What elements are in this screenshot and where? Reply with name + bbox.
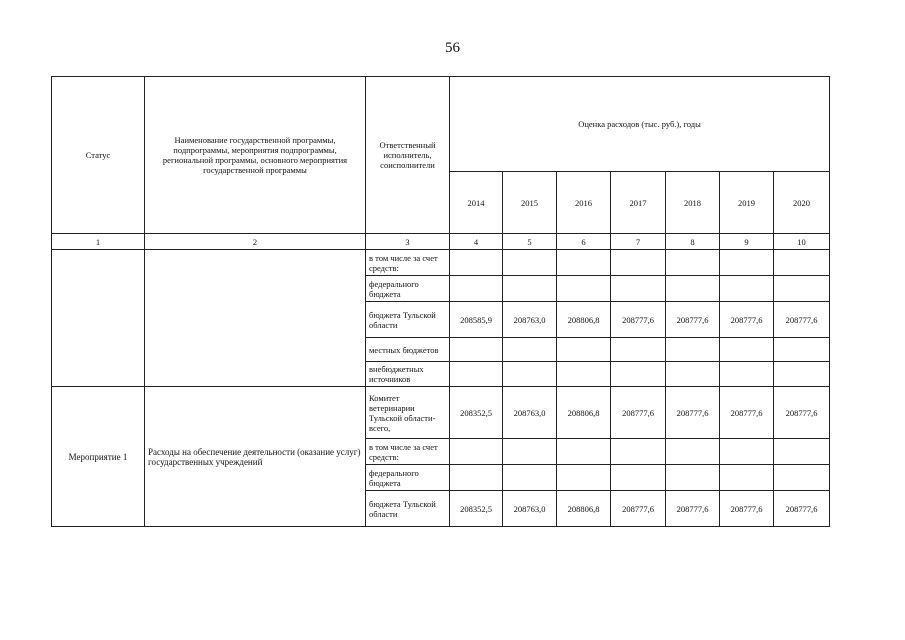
value-cell: 208763,0 (503, 387, 557, 439)
value-cell: 208777,6 (666, 302, 720, 338)
value-cell (666, 439, 720, 465)
header-row (52, 77, 830, 172)
value-cell: 208777,6 (720, 491, 774, 527)
value-cell: 208763,0 (503, 491, 557, 527)
value-cell (503, 362, 557, 387)
source-label: бюджета Тульской области (366, 302, 450, 338)
value-cell (611, 338, 666, 362)
index-cell: 5 (503, 234, 557, 250)
year-2015: 2015 (503, 172, 557, 234)
table-row (52, 387, 830, 439)
value-cell: 208806,8 (557, 491, 611, 527)
value-cell (611, 362, 666, 387)
source-label: бюджета Тульской области (366, 491, 450, 527)
header-estimate: Оценка расходов (тыс. руб.), годы (450, 77, 830, 172)
value-cell: 208777,6 (666, 387, 720, 439)
source-label: федерального бюджета (366, 276, 450, 302)
value-cell: 208777,6 (611, 491, 666, 527)
source-label: внебюджетных источников (366, 362, 450, 387)
value-cell (557, 439, 611, 465)
column-index-row (52, 234, 830, 250)
year-2019: 2019 (720, 172, 774, 234)
page-number: 56 (445, 40, 460, 56)
value-cell (720, 250, 774, 276)
value-cell (557, 276, 611, 302)
value-cell (503, 465, 557, 491)
index-cell: 9 (720, 234, 774, 250)
year-2017: 2017 (611, 172, 666, 234)
value-cell (557, 362, 611, 387)
index-cell: 8 (666, 234, 720, 250)
value-cell (503, 439, 557, 465)
value-cell: 208352,5 (450, 491, 503, 527)
source-label: в том числе за счет средств: (366, 250, 450, 276)
value-cell: 208777,6 (720, 302, 774, 338)
value-cell: 208777,6 (774, 387, 830, 439)
year-2014: 2014 (450, 172, 503, 234)
value-cell: 208777,6 (611, 302, 666, 338)
value-cell (450, 439, 503, 465)
header-name: Наименование государственной программы, подпрограммы, мероприятия подпрограммы, региональной программы, основного мероприятия государственной программы (145, 77, 366, 234)
value-cell (611, 439, 666, 465)
value-cell (611, 276, 666, 302)
value-cell (611, 465, 666, 491)
status-cell-empty (52, 250, 145, 387)
year-2018: 2018 (666, 172, 720, 234)
source-label: Комитет ветеринарии Тульской области- всего, (366, 387, 450, 439)
year-2016: 2016 (557, 172, 611, 234)
value-cell (666, 362, 720, 387)
value-cell (666, 250, 720, 276)
value-cell (666, 276, 720, 302)
index-cell: 4 (450, 234, 503, 250)
value-cell (774, 439, 830, 465)
header-executor: Ответственный исполнитель, соисполнители (366, 77, 450, 234)
index-cell: 7 (611, 234, 666, 250)
value-cell (503, 276, 557, 302)
expenditure-table (51, 76, 830, 527)
year-2020: 2020 (774, 172, 830, 234)
value-cell (720, 465, 774, 491)
value-cell (720, 276, 774, 302)
value-cell (720, 439, 774, 465)
value-cell (774, 276, 830, 302)
value-cell (450, 338, 503, 362)
activity-name-cell: Расходы на обеспечение деятельности (оказание услуг) государственных учреждений (145, 387, 366, 527)
value-cell: 208806,8 (557, 387, 611, 439)
value-cell: 208585,9 (450, 302, 503, 338)
value-cell (666, 338, 720, 362)
value-cell: 208777,6 (666, 491, 720, 527)
index-cell: 10 (774, 234, 830, 250)
value-cell (557, 465, 611, 491)
value-cell (774, 362, 830, 387)
value-cell (666, 465, 720, 491)
value-cell (774, 465, 830, 491)
table-row (52, 250, 830, 276)
value-cell (450, 362, 503, 387)
value-cell (557, 338, 611, 362)
source-label: местных бюджетов (366, 338, 450, 362)
value-cell: 208777,6 (774, 302, 830, 338)
value-cell (450, 250, 503, 276)
header-status: Статус (52, 77, 145, 234)
value-cell (720, 362, 774, 387)
value-cell: 208777,6 (611, 387, 666, 439)
value-cell (450, 465, 503, 491)
value-cell (720, 338, 774, 362)
index-cell: 2 (145, 234, 366, 250)
name-cell-empty (145, 250, 366, 387)
value-cell (557, 250, 611, 276)
value-cell (503, 338, 557, 362)
value-cell (774, 250, 830, 276)
value-cell: 208352,5 (450, 387, 503, 439)
status-cell: Мероприятие 1 (52, 387, 145, 527)
value-cell (450, 276, 503, 302)
value-cell (503, 250, 557, 276)
value-cell (774, 338, 830, 362)
value-cell: 208806,8 (557, 302, 611, 338)
source-label: федерального бюджета (366, 465, 450, 491)
value-cell: 208777,6 (720, 387, 774, 439)
value-cell: 208763,0 (503, 302, 557, 338)
value-cell: 208777,6 (774, 491, 830, 527)
index-cell: 3 (366, 234, 450, 250)
index-cell: 1 (52, 234, 145, 250)
index-cell: 6 (557, 234, 611, 250)
source-label: в том числе за счет средств: (366, 439, 450, 465)
value-cell (611, 250, 666, 276)
